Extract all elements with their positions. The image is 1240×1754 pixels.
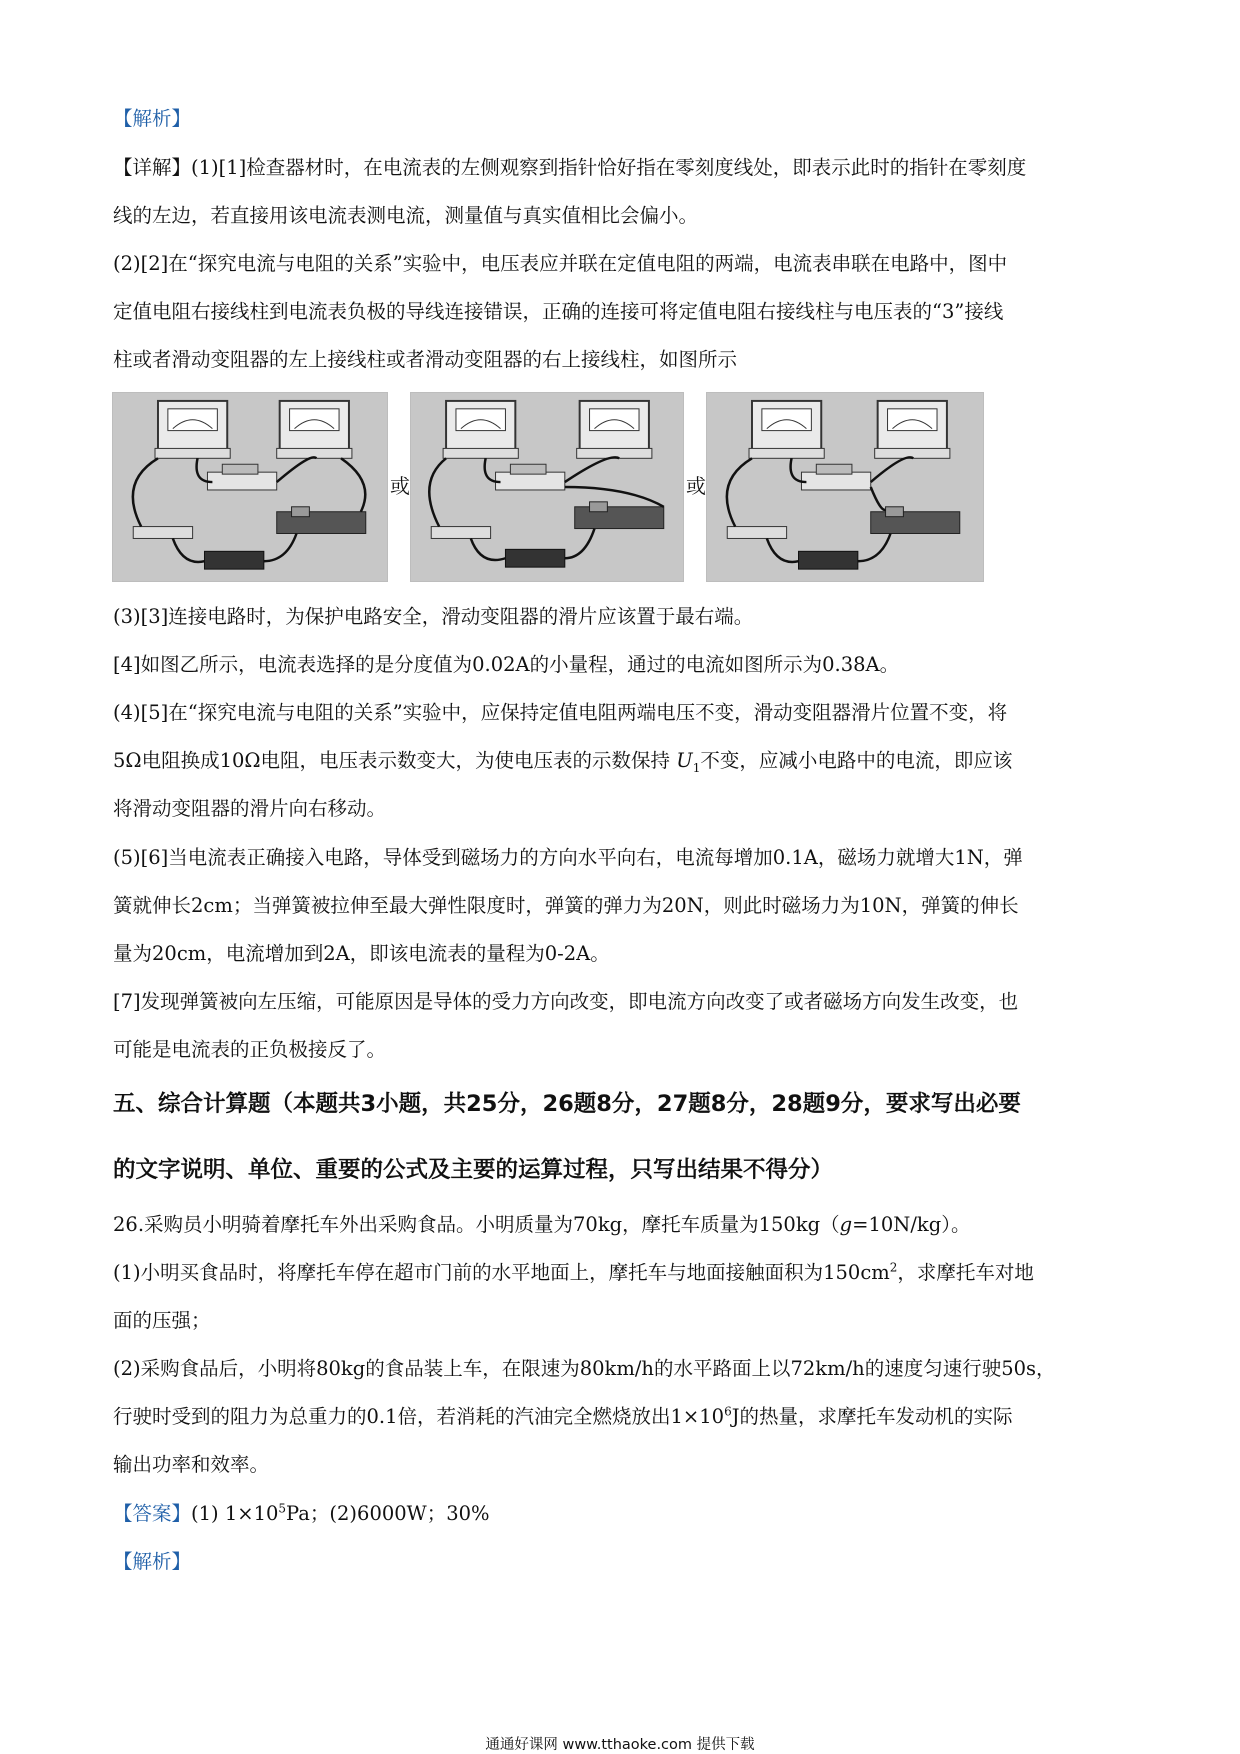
- detail-line-15: 可能是电流表的正负极接反了。: [113, 1038, 387, 1061]
- detail-line-1-text: (1)[1]检查器材时，在电流表的左侧观察到指针恰好指在零刻度线处，即表示此时的指针在零刻度: [191, 156, 1027, 179]
- q26-line-2-sup: 2: [889, 1260, 898, 1275]
- answer-text-a: (1) 1×10: [191, 1502, 279, 1525]
- circuit-figure-3: [706, 392, 984, 582]
- q26-line-5-sup: 6: [724, 1404, 732, 1419]
- detail-line-9b: 不变，应减小电路中的电流，即应该: [700, 749, 1013, 772]
- q26-line-5a: 行驶时受到的阻力为总重力的0.1倍，若消耗的汽油完全燃烧放出1×10: [113, 1405, 725, 1428]
- q26-line-4: (2)采购食品后，小明将80kg的食品装上车，在限速为80km/h的水平路面上以72km/h的速度匀速行驶50s，: [113, 1357, 1056, 1380]
- q26-line-1a: 26.采购员小明骑着摩托车外出采购食品。小明质量为70kg，摩托车质量为150kg（: [113, 1213, 840, 1236]
- q26-line-3: 面的压强；: [113, 1309, 211, 1332]
- detail-line-11: (5)[6]当电流表正确接入电路，导体受到磁场力的方向水平向右，电流每增加0.1A，磁场力就增大1N，弹: [113, 846, 1023, 869]
- symbol-u: U: [676, 749, 693, 772]
- answer-line: [113, 1490, 1133, 1538]
- detail-line-1: [113, 144, 1133, 192]
- q26-line-2a: (1)小明买食品时，将摩托车停在超市门前的水平地面上，摩托车与地面接触面积为150cm: [113, 1261, 890, 1284]
- symbol-u-subscript: 1: [692, 760, 701, 775]
- detail-line-6: (3)[3]连接电路时，为保护电路安全，滑动变阻器的滑片应该置于最右端。: [113, 605, 754, 628]
- detail-line-14: [7]发现弹簧被向左压缩，可能原因是导体的受力方向改变，即电流方向改变了或者磁场方向发生改变，也: [113, 990, 1019, 1013]
- answer-text-b: Pa；(2)6000W；30%: [286, 1502, 490, 1525]
- q26-line-2b: ，求摩托车对地: [897, 1261, 1034, 1284]
- q26-line-6: 输出功率和效率。: [113, 1453, 270, 1476]
- detail-line-10: 将滑动变阻器的滑片向右移动。: [113, 797, 387, 820]
- detail-line-13: 量为20cm，电流增加到2A，即该电流表的量程为0-2A。: [113, 942, 610, 965]
- detail-line-9: [113, 737, 1133, 792]
- detail-tag: 【详解】: [113, 156, 192, 179]
- analysis-tag-2: 【解析】: [113, 1550, 192, 1573]
- or-label-2: 或: [686, 474, 706, 498]
- or-label-1: 或: [390, 474, 410, 498]
- section-heading-line-2: 的文字说明、单位、重要的公式及主要的运算过程，只写出结果不得分）: [113, 1157, 834, 1183]
- detail-line-4: 定值电阻右接线柱到电流表负极的导线连接错误，正确的连接可将定值电阻右接线柱与电压表的“3”接线: [113, 300, 1004, 323]
- analysis-tag: 【解析】: [113, 107, 192, 130]
- circuit-figure-3-drawing: [707, 393, 983, 581]
- q26-line-1: [113, 1201, 1133, 1249]
- detail-line-5: 柱或者滑动变阻器的左上接线柱或者滑动变阻器的右上接线柱，如图所示: [113, 348, 738, 371]
- q26-line-1b: =10N/kg）。: [852, 1213, 971, 1236]
- circuit-figure-1-drawing: [113, 393, 387, 581]
- q26-line-2: [113, 1249, 1133, 1297]
- detail-line-3: (2)[2]在“探究电流与电阻的关系”实验中，电压表应并联在定值电阻的两端，电流表串联在电路中，图中: [113, 252, 1008, 275]
- detail-line-2: 线的左边，若直接用该电流表测电流，测量值与真实值相比会偏小。: [113, 204, 699, 227]
- analysis-heading-2: [113, 1538, 1133, 1586]
- detail-line-12: 簧就伸长2cm；当弹簧被拉伸至最大弹性限度时，弹簧的弹力为20N，则此时磁场力为10N，弹簧的伸长: [113, 894, 1019, 917]
- circuit-figure-2-drawing: [411, 393, 683, 581]
- detail-line-7: [4]如图乙所示，电流表选择的是分度值为0.02A的小量程，通过的电流如图所示为0.38A。: [113, 653, 900, 676]
- answer-sup: 5: [278, 1501, 287, 1516]
- circuit-figure-1: [112, 392, 388, 582]
- analysis-heading: [113, 95, 1133, 143]
- symbol-g: g: [839, 1213, 853, 1236]
- section-heading-line-1: 五、综合计算题（本题共3小题，共25分，26题8分，27题8分，28题9分，要求写出必要: [113, 1091, 1021, 1117]
- detail-line-9a: 5Ω电阻换成10Ω电阻，电压表示数变大，为使电压表的示数保持: [113, 749, 677, 772]
- q26-line-5: [113, 1393, 1133, 1441]
- circuit-figure-2: [410, 392, 684, 582]
- q26-line-5b: J的热量，求摩托车发动机的实际: [731, 1405, 1013, 1428]
- detail-line-8: (4)[5]在“探究电流与电阻的关系”实验中，应保持定值电阻两端电压不变，滑动变阻器滑片位置不变，将: [113, 701, 1008, 724]
- footer-source: 通通好课网 www.tthaoke.com 提供下载: [485, 1737, 755, 1753]
- answer-tag: 【答案】: [113, 1502, 192, 1525]
